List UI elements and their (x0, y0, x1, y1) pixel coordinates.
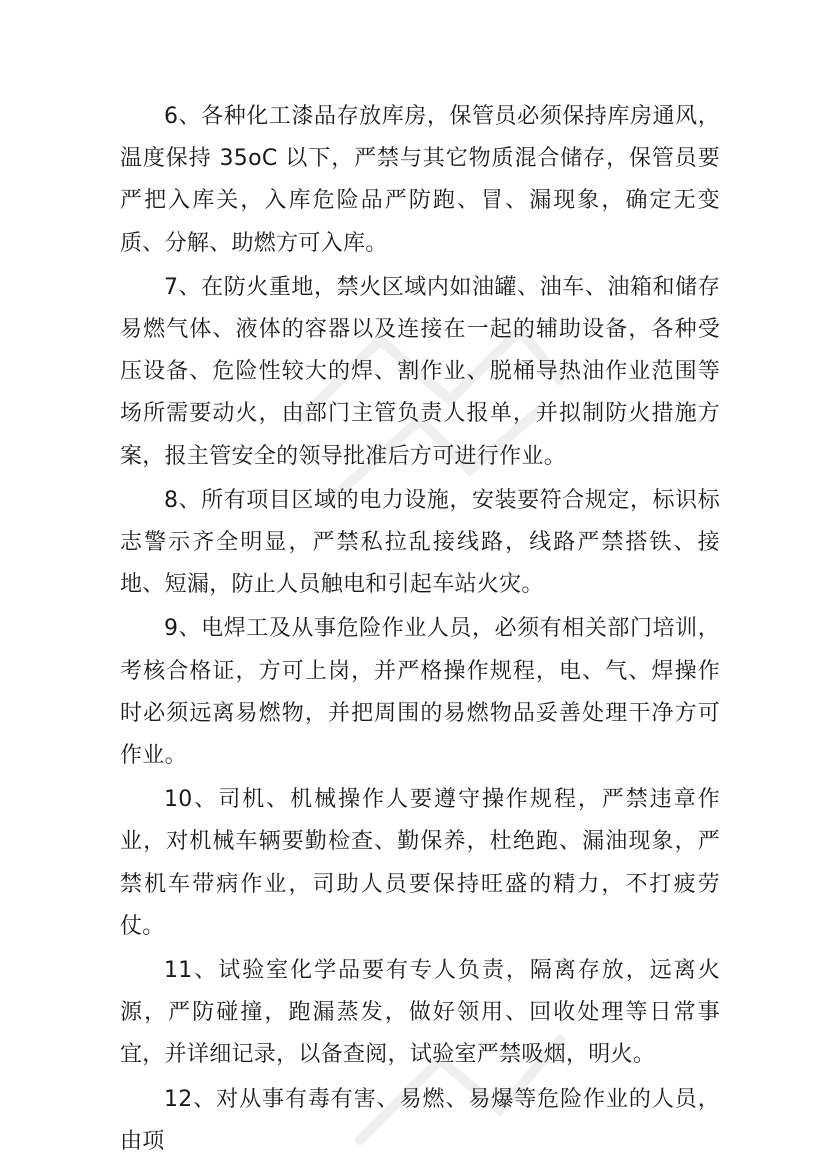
paragraph-item-8: 8、所有项目区域的电力设施，安装要符合规定，标识标志警示齐全明显，严禁私拉乱接线路，线路严禁搭铁、接地、短漏，防止人员触电和引起车站火灾。 (120, 487, 720, 598)
paragraph-item-10: 10、司机、机械操作人要遵守操作规程，严禁违章作业，对机械车辆要勤检查、勤保养，杜绝跑、漏油现象，严禁机车带病作业，司助人员要保持旺盛的精力，不打疲劳仗。 (120, 787, 720, 939)
paragraph-item-7: 7、在防火重地，禁火区域内如油罐、油车、油箱和储存易燃气体、液体的容器以及连接在一起的辅助设备，各种受压设备、危险性较大的焊、割作业、脱桶导热油作业范围等场所需要动火，由部门主管负责人报单，并拟制防火措施方案，报主管安全的领导批准后方可进行作业。 (120, 274, 720, 469)
paragraph-item-6: 6、各种化工漆品存放库房，保管员必须保持库房通风，温度保持 35oC 以下，严禁与其它物质混合储存，保管员要严把入库关，入库危险品严防跑、冒、漏现象，确定无变质、分解、助燃方可入库。 (120, 104, 720, 256)
paragraph-item-9: 9、电焊工及从事危险作业人员，必须有相关部门培训，考核合格证，方可上岗，并严格操作规程，电、气、焊操作时必须远离易燃物，并把周围的易燃物品妥善处理干净方可作业。 (120, 616, 720, 769)
paragraph-item-11: 11、试验室化学品要有专人负责，隔离存放，远离火源，严防碰撞，跑漏蒸发，做好领用、回收处理等日常事宜，并详细记录，以备查阅，试验室严禁吸烟，明火。 (120, 958, 720, 1068)
document-body (120, 96, 720, 1165)
paragraph-item-12: 12、对从事有毒有害、易燃、易爆等危险作业的人员，由项 (120, 1086, 720, 1154)
